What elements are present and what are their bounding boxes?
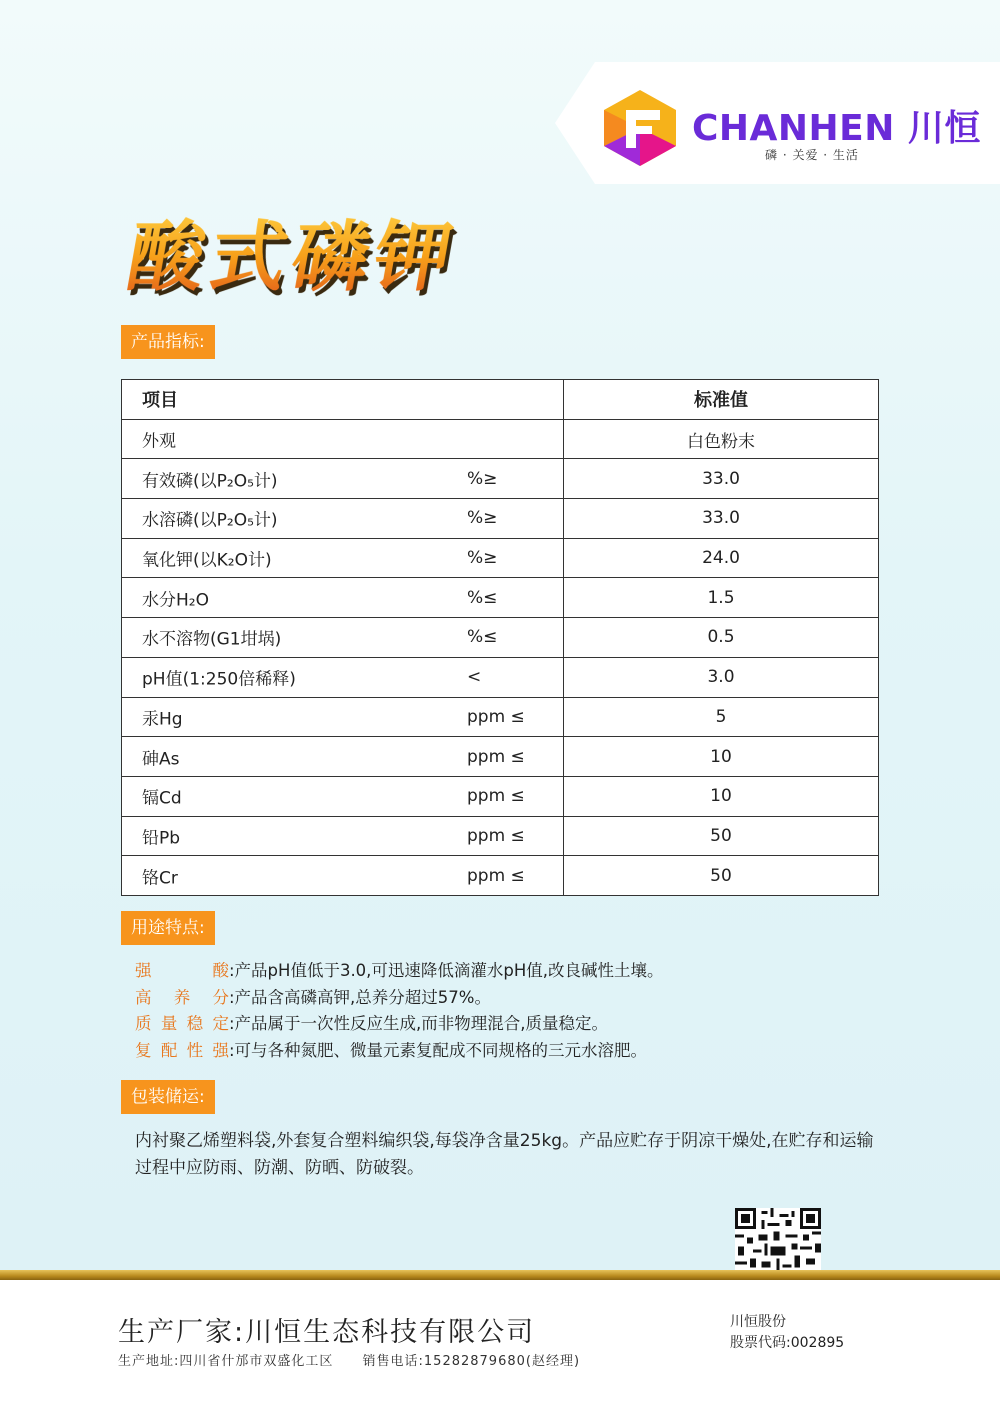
feature-text: :产品pH值低于3.0,可迅速降低滴灌水pH值,改良碱性土壤。 — [229, 961, 664, 980]
item-cell — [122, 737, 564, 777]
item-value: 3.0 — [564, 657, 879, 697]
item-unit: ppm ≤ — [467, 786, 525, 807]
feature-item — [135, 1011, 664, 1038]
manufacturer: 生产厂家:川恒生态科技有限公司 — [118, 1317, 536, 1348]
header-item: 项目 — [142, 390, 178, 412]
item-value: 50 — [564, 816, 879, 856]
item-value: 24.0 — [564, 538, 879, 578]
feature-text: :可与各种氮肥、微量元素复配成不同规格的三元水溶肥。 — [229, 1040, 648, 1060]
header-item-cell — [122, 380, 564, 420]
table-row — [122, 499, 879, 539]
item-unit: ppm ≤ — [467, 706, 525, 727]
item-name: pH值(1:250倍稀释) — [142, 669, 296, 690]
feature-label: 高养分 — [135, 987, 229, 1007]
item-name: 水不溶物(G1坩埚) — [142, 629, 282, 650]
table-row — [122, 856, 879, 896]
item-unit: < — [467, 667, 482, 688]
item-unit: %≥ — [467, 548, 498, 569]
item-value: 5 — [564, 697, 879, 737]
section-package-label: 包装储运: — [121, 1080, 215, 1114]
item-value: 0.5 — [564, 618, 879, 658]
table-row — [122, 657, 879, 697]
item-value: 10 — [564, 776, 879, 816]
feature-text: :产品属于一次性反应生成,而非物理混合,质量稳定。 — [229, 1014, 609, 1033]
table-row — [122, 419, 879, 459]
item-unit: ppm ≤ — [467, 865, 525, 886]
brand-tagline: 磷 · 关爱 · 生活 — [765, 148, 859, 162]
item-cell — [122, 499, 564, 539]
item-unit: %≤ — [467, 587, 498, 608]
header-value: 标准值 — [564, 380, 879, 420]
item-value: 33.0 — [564, 459, 879, 499]
item-value: 50 — [564, 856, 879, 896]
item-name: 铬Cr — [142, 868, 178, 889]
item-unit: ppm ≤ — [467, 825, 525, 846]
stock-info — [730, 1312, 844, 1354]
feature-item — [135, 958, 664, 985]
item-unit: ppm ≤ — [467, 746, 525, 767]
gold-divider — [0, 1270, 1000, 1280]
item-value: 1.5 — [564, 578, 879, 618]
brand-name: CHANHEN 川恒 — [692, 108, 981, 149]
address-line — [118, 1350, 580, 1369]
chanhen-logo-icon — [600, 88, 680, 168]
item-value: 10 — [564, 737, 879, 777]
item-unit: %≥ — [467, 468, 498, 489]
table-row — [122, 618, 879, 658]
stock-code: 股票代码:002895 — [730, 1335, 845, 1351]
item-cell — [122, 697, 564, 737]
item-cell — [122, 419, 564, 459]
sales-phone: 销售电话:15282879680(赵经理) — [362, 1354, 581, 1369]
item-name: 有效磷(以P₂O₅计) — [142, 471, 278, 492]
section-usage-label: 用途特点: — [121, 911, 215, 945]
item-value: 白色粉末 — [564, 419, 879, 459]
item-cell — [122, 816, 564, 856]
feature-text: :产品含高磷高钾,总养分超过57%。 — [229, 987, 491, 1007]
package-text: 内衬聚乙烯塑料袋,外套复合塑料编织袋,每袋净含量25kg。产品应贮存于阴凉干燥处,在贮存和运输过程中应防雨、防潮、防晒、防破裂。 — [135, 1131, 874, 1178]
table-header-row — [122, 380, 879, 420]
feature-label: 复配性强 — [135, 1040, 229, 1060]
table-row — [122, 816, 879, 856]
item-value: 33.0 — [564, 499, 879, 539]
table-row — [122, 578, 879, 618]
table-row — [122, 538, 879, 578]
factory-address: 生产地址:四川省什邡市双盛化工区 — [118, 1354, 334, 1369]
item-name: 铅Pb — [142, 828, 181, 849]
feature-label: 强酸 — [135, 961, 229, 980]
company-short-name: 川恒股份 — [730, 1314, 786, 1330]
item-name: 外观 — [142, 431, 176, 452]
item-cell — [122, 618, 564, 658]
item-cell — [122, 776, 564, 816]
item-unit: %≤ — [467, 627, 498, 648]
feature-item — [135, 985, 664, 1012]
spec-table — [121, 379, 879, 896]
item-cell — [122, 578, 564, 618]
item-name: 汞Hg — [142, 709, 183, 730]
item-name: 水溶磷(以P₂O₅计) — [142, 510, 278, 531]
table-row — [122, 737, 879, 777]
table-row — [122, 697, 879, 737]
section-spec-label: 产品指标: — [121, 325, 215, 359]
item-cell — [122, 538, 564, 578]
item-cell — [122, 657, 564, 697]
feature-label: 质量稳定 — [135, 1014, 229, 1033]
table-row — [122, 459, 879, 499]
item-cell — [122, 856, 564, 896]
item-cell — [122, 459, 564, 499]
table-row — [122, 776, 879, 816]
feature-item — [135, 1038, 664, 1065]
item-name: 水分H₂O — [142, 590, 209, 611]
item-name: 砷As — [142, 749, 180, 770]
item-name: 氧化钾(以K₂O计) — [142, 550, 272, 571]
feature-list — [135, 958, 664, 1064]
product-title: 酸式磷钾 — [120, 196, 467, 305]
item-unit: %≥ — [467, 508, 498, 529]
item-name: 镉Cd — [142, 788, 182, 809]
